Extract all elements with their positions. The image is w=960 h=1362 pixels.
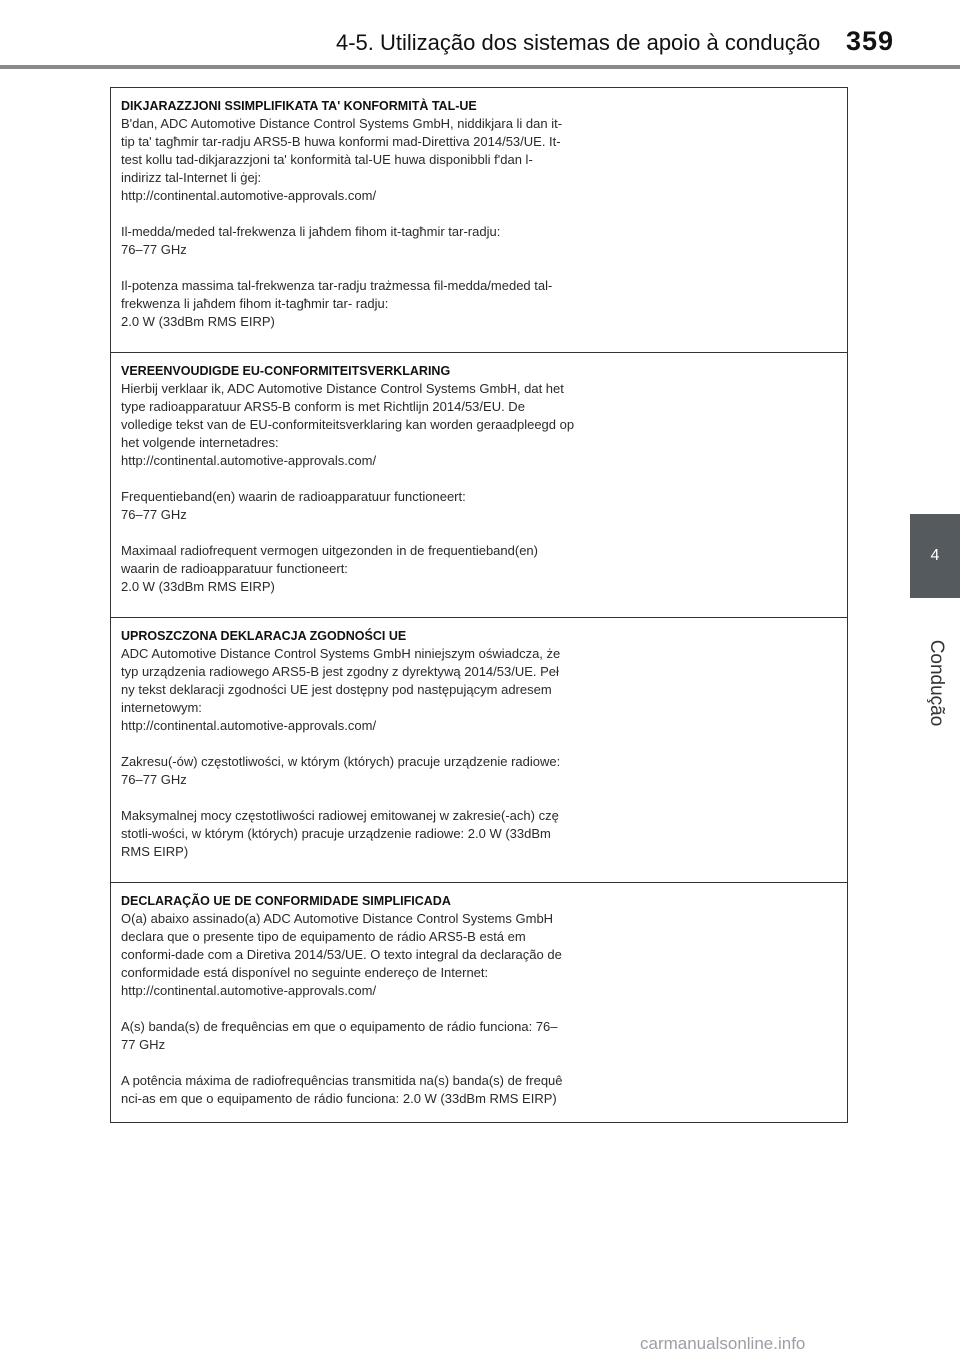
text-line: Zakresu(-ów) częstotliwości, w którym (których) pracuje urządzenie radiowe: <box>121 754 561 769</box>
text-line: 76–77 GHz <box>121 772 187 787</box>
url-text: http://continental.automotive-approvals.com/ <box>121 983 377 998</box>
text-line: B'dan, ADC Automotive Distance Control Systems GmbH, niddikjara li dan it- <box>121 116 563 131</box>
text-line: typ urządzenia radiowego ARS5-B jest zgodny z dyrektywą 2014/53/UE. Peł <box>121 664 559 679</box>
text-line: volledige tekst van de EU-conformiteitsverklaring kan worden geraadpleegd op <box>121 417 575 432</box>
text-line: 2.0 W (33dBm RMS EIRP) <box>121 579 275 594</box>
watermark: carmanualsonline.info <box>640 1334 806 1353</box>
text-line: test kollu tad-dikjarazzjoni ta' konformità tal-UE huwa disponibbli f'dan l- <box>121 152 533 167</box>
declaration-section-nl <box>111 352 847 617</box>
declaration-section-pt <box>111 882 847 1122</box>
page-title: 4-5. Utilização dos sistemas de apoio à condução <box>336 30 821 55</box>
text-line: tip ta' tagħmir tar-radju ARS5-B huwa konformi mad-Direttiva 2014/53/UE. It- <box>121 134 561 149</box>
text-line: waarin de radioapparatuur functioneert: <box>121 561 348 576</box>
declarations-box <box>110 87 848 1123</box>
text-line: 76–77 GHz <box>121 507 187 522</box>
text-line: A potência máxima de radiofrequências transmitida na(s) banda(s) de frequê <box>121 1073 563 1088</box>
url-text: http://continental.automotive-approvals.com/ <box>121 453 377 468</box>
section-heading: VEREENVOUDIGDE EU-CONFORMITEITSVERKLARING <box>121 364 451 378</box>
text-line: A(s) banda(s) de frequências em que o equipamento de rádio funciona: 76– <box>121 1019 558 1034</box>
text-line: Maximaal radiofrequent vermogen uitgezonden in de frequentieband(en) <box>121 543 538 558</box>
text-line: conformi-dade com a Diretiva 2014/53/UE. O texto integral da declaração de <box>121 947 562 962</box>
text-line: ny tekst deklaracji zgodności UE jest dostępny pod następującym adresem <box>121 682 552 697</box>
text-line: 76–77 GHz <box>121 242 187 257</box>
text-line: ADC Automotive Distance Control Systems GmbH niniejszym oświadcza, że <box>121 646 561 661</box>
text-line: nci-as em que o equipamento de rádio funciona: 2.0 W (33dBm RMS EIRP) <box>121 1091 557 1106</box>
chapter-tab[interactable] <box>910 514 960 598</box>
text-line: conformidade está disponível no seguinte endereço de Internet: <box>121 965 489 980</box>
text-line: Il-medda/meded tal-frekwenza li jaħdem fihom it-tagħmir tar-radju: <box>121 224 501 239</box>
url-text: http://continental.automotive-approvals.com/ <box>121 718 377 733</box>
text-line: het volgende internetadres: <box>121 435 279 450</box>
text-line: frekwenza li jaħdem fihom it-tagħmir tar- radju: <box>121 296 389 311</box>
text-line: Il-potenza massima tal-frekwenza tar-radju trażmessa fil-medda/meded tal- <box>121 278 553 293</box>
chapter-label: Condução <box>926 639 947 727</box>
section-heading: DIKJARAZZJONI SSIMPLIFIKATA TA' KONFORMITÀ TAL-UE <box>121 99 477 113</box>
chapter-number: 4 <box>930 547 940 564</box>
text-line: internetowym: <box>121 700 202 715</box>
page-number: 359 <box>846 26 895 56</box>
text-line: indirizz tal-Internet li ġej: <box>121 170 262 185</box>
text-line: Maksymalnej mocy częstotliwości radiowej emitowanej w zakresie(-ach) czę <box>121 808 559 823</box>
text-line: O(a) abaixo assinado(a) ADC Automotive Distance Control Systems GmbH <box>121 911 554 926</box>
text-line: declara que o presente tipo de equipamento de rádio ARS5-B está em <box>121 929 526 944</box>
text-line: type radioapparatuur ARS5-B conform is met Richtlijn 2014/53/EU. De <box>121 399 525 414</box>
text-line: stotli-wości, w którym (których) pracuje urządzenie radiowe: 2.0 W (33dBm <box>121 826 551 841</box>
text-line: Frequentieband(en) waarin de radioapparatuur functioneert: <box>121 489 466 504</box>
header-divider <box>0 65 960 69</box>
section-heading: UPROSZCZONA DEKLARACJA ZGODNOŚCI UE <box>121 629 407 643</box>
text-line: 2.0 W (33dBm RMS EIRP) <box>121 314 275 329</box>
text-line: Hierbij verklaar ik, ADC Automotive Distance Control Systems GmbH, dat het <box>121 381 564 396</box>
url-text: http://continental.automotive-approvals.com/ <box>121 188 377 203</box>
text-line: RMS EIRP) <box>121 844 189 859</box>
declaration-section-mt <box>111 88 847 352</box>
text-line: 77 GHz <box>121 1037 166 1052</box>
declaration-section-pl <box>111 617 847 882</box>
section-heading: DECLARAÇÃO UE DE CONFORMIDADE SIMPLIFICADA <box>121 894 451 908</box>
